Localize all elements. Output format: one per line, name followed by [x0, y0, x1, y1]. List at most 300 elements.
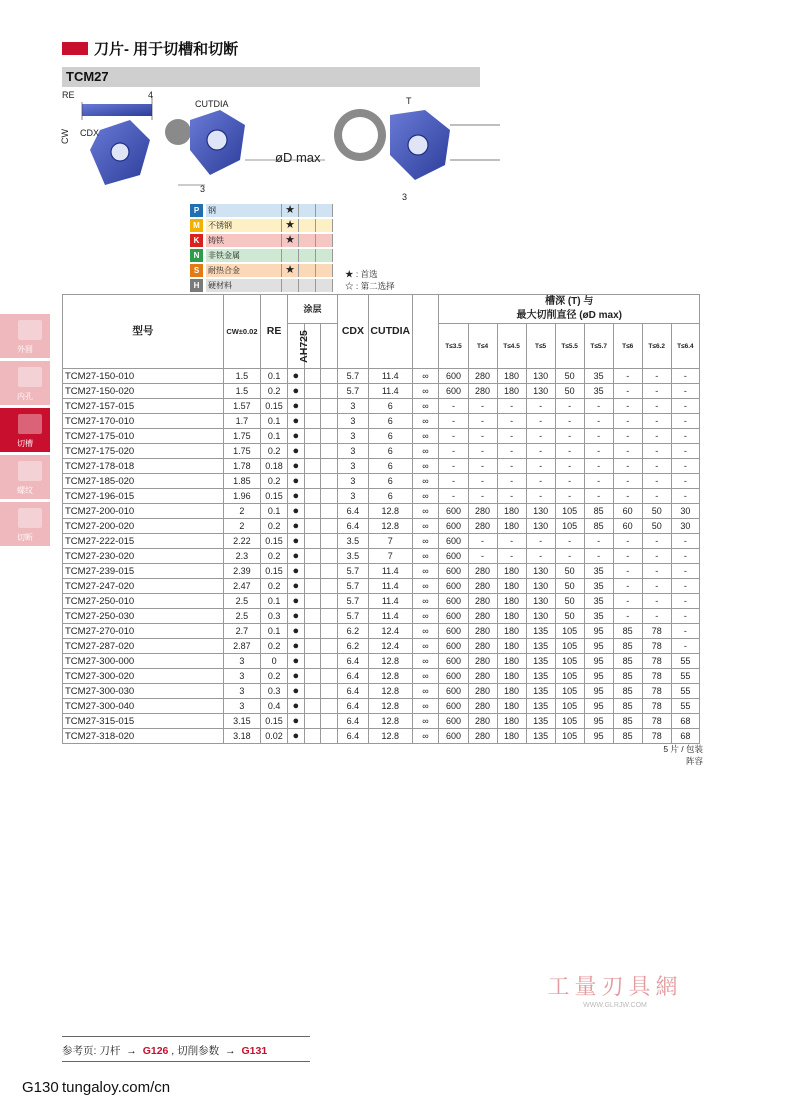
dmax-cell: 280 [468, 564, 497, 579]
dmax-cell: - [497, 549, 526, 564]
grade-availability-icon: ● [288, 519, 305, 534]
spec-cell: ∞ [412, 414, 439, 429]
dmax-cell: 50 [642, 504, 671, 519]
col-depth-5: T≤5.7 [584, 324, 613, 369]
model-cell: TCM27-185-020 [63, 474, 224, 489]
dmax-cell: 180 [497, 654, 526, 669]
dmax-cell: - [671, 534, 699, 549]
dmax-cell: - [526, 429, 555, 444]
dmax-cell: 135 [526, 699, 555, 714]
dmax-cell: 50 [555, 384, 584, 399]
spec-cell: ∞ [412, 549, 439, 564]
dmax-cell: - [526, 444, 555, 459]
spec-cell: ∞ [412, 729, 439, 744]
dmax-cell: - [468, 414, 497, 429]
empty-cell [304, 669, 321, 684]
dmax-cell: 85 [613, 639, 642, 654]
dmax-cell: 35 [584, 564, 613, 579]
model-cell: TCM27-196-015 [63, 489, 224, 504]
col-depth-2: T≤4.5 [497, 324, 526, 369]
model-cell: TCM27-178-018 [63, 459, 224, 474]
dmax-cell: 135 [526, 654, 555, 669]
col-model: 型号 [63, 295, 224, 369]
dim-3-label-b: 3 [402, 192, 408, 202]
empty-cell [304, 714, 321, 729]
spec-cell: 12.8 [368, 729, 412, 744]
dim-cdx-label: CDX [80, 128, 100, 138]
reference-line: 参考页: 刀杆 → G126 , 切削参数 → G131 [62, 1045, 268, 1057]
model-cell: TCM27-270-010 [63, 624, 224, 639]
spec-cell: 12.8 [368, 519, 412, 534]
col-depth-1: T≤4 [468, 324, 497, 369]
spec-cell: 0 [261, 654, 288, 669]
table-row [63, 729, 700, 744]
star-icon: ★ [281, 204, 299, 217]
dmax-cell: - [642, 609, 671, 624]
empty-cell [321, 444, 338, 459]
grade-availability-icon: ● [288, 654, 305, 669]
dmax-cell: 30 [671, 519, 699, 534]
dmax-cell: 105 [555, 639, 584, 654]
dmax-cell: - [584, 474, 613, 489]
dmax-cell: - [613, 609, 642, 624]
grade-availability-icon: ● [288, 594, 305, 609]
dmax-cell: 78 [642, 654, 671, 669]
dmax-cell: - [584, 489, 613, 504]
spec-cell: 3.5 [337, 549, 368, 564]
empty-cell [304, 549, 321, 564]
dmax-cell: - [468, 534, 497, 549]
col-re: RE [261, 295, 288, 369]
dmax-cell: 280 [468, 654, 497, 669]
side-tab-threading[interactable]: 螺纹 [0, 455, 50, 499]
spec-cell: 6 [368, 414, 412, 429]
spec-cell: 6.4 [337, 654, 368, 669]
spec-cell: 12.4 [368, 639, 412, 654]
dmax-cell: 50 [555, 579, 584, 594]
dmax-cell: 85 [613, 669, 642, 684]
dmax-cell: 130 [526, 564, 555, 579]
col-depth-0: T≤3.5 [439, 324, 468, 369]
dmax-cell: - [584, 549, 613, 564]
dmax-cell: 280 [468, 384, 497, 399]
star-icon [281, 279, 299, 292]
spec-cell: 12.4 [368, 624, 412, 639]
dmax-cell: 35 [584, 384, 613, 399]
dim-cutdia-label: CUTDIA [195, 99, 229, 109]
dmax-cell: 68 [671, 729, 699, 744]
empty-cell [304, 519, 321, 534]
dmax-cell: 30 [671, 504, 699, 519]
model-cell: TCM27-247-020 [63, 579, 224, 594]
divider [62, 1061, 310, 1062]
dmax-cell: 180 [497, 384, 526, 399]
dmax-cell: - [439, 399, 468, 414]
dmax-cell: 78 [642, 714, 671, 729]
dmax-cell: - [584, 534, 613, 549]
dmax-cell: 600 [439, 669, 468, 684]
dmax-cell: - [526, 534, 555, 549]
empty-cell [304, 429, 321, 444]
grade-availability-icon: ● [288, 579, 305, 594]
material-row-s [190, 263, 340, 278]
empty-cell [304, 594, 321, 609]
spec-cell: ∞ [412, 429, 439, 444]
dmax-cell: 85 [584, 504, 613, 519]
empty-cell [304, 609, 321, 624]
dmax-cell: 85 [584, 519, 613, 534]
empty-cell [304, 444, 321, 459]
model-cell: TCM27-300-000 [63, 654, 224, 669]
dmax-cell: 50 [555, 594, 584, 609]
spec-cell: 0.1 [261, 594, 288, 609]
spec-cell: 1.7 [223, 414, 260, 429]
spec-cell: 0.1 [261, 504, 288, 519]
model-cell: TCM27-300-030 [63, 684, 224, 699]
dmax-cell: 55 [671, 654, 699, 669]
dmax-cell: 280 [468, 594, 497, 609]
spec-cell: 5.7 [337, 594, 368, 609]
spec-cell: 3 [223, 684, 260, 699]
spec-cell: 6 [368, 429, 412, 444]
table-row [63, 369, 700, 384]
dmax-cell: 135 [526, 684, 555, 699]
grade-availability-icon: ● [288, 639, 305, 654]
dmax-cell: - [613, 384, 642, 399]
model-cell: TCM27-250-030 [63, 609, 224, 624]
spec-cell: ∞ [412, 399, 439, 414]
dmax-cell: - [671, 609, 699, 624]
dmax-cell: 55 [671, 699, 699, 714]
empty-cell [321, 714, 338, 729]
side-tab-external[interactable]: 外圆 [0, 314, 50, 358]
spec-cell: ∞ [412, 384, 439, 399]
dmax-cell: - [526, 549, 555, 564]
dmax-cell: - [613, 489, 642, 504]
table-row [63, 684, 700, 699]
model-cell: TCM27-170-010 [63, 414, 224, 429]
dmax-cell: 78 [642, 699, 671, 714]
empty-cell [321, 549, 338, 564]
table-row [63, 384, 700, 399]
spec-cell: 0.15 [261, 714, 288, 729]
dim-dmax-label: øD max [275, 150, 321, 165]
dmax-cell: 180 [497, 579, 526, 594]
side-tab-parting[interactable]: 切断 [0, 502, 50, 546]
col-coating: 涂层 [288, 295, 338, 324]
spec-cell: 0.2 [261, 579, 288, 594]
grade-availability-icon: ● [288, 474, 305, 489]
dmax-cell: - [555, 474, 584, 489]
empty-cell [321, 699, 338, 714]
model-cell: TCM27-200-020 [63, 519, 224, 534]
dmax-cell: 280 [468, 729, 497, 744]
table-row [63, 504, 700, 519]
dmax-cell: - [671, 474, 699, 489]
spec-cell: 11.4 [368, 579, 412, 594]
model-cell: TCM27-150-010 [63, 369, 224, 384]
website-link[interactable]: tungaloy.com/cn [62, 1079, 171, 1096]
dim-re-label: RE [62, 90, 75, 100]
spec-cell: 1.5 [223, 369, 260, 384]
spec-cell: 3.15 [223, 714, 260, 729]
legend-first-choice: ★ : 首选 [345, 269, 378, 279]
empty-cell [321, 504, 338, 519]
spec-cell: 3 [223, 654, 260, 669]
external-turning-icon [18, 320, 42, 340]
material-name: 钢 [206, 204, 281, 217]
spec-cell: ∞ [412, 639, 439, 654]
divider [62, 1036, 310, 1037]
material-name: 耐热合金 [206, 264, 281, 277]
dmax-cell: - [555, 414, 584, 429]
parting-icon [18, 508, 42, 528]
spec-cell: 0.2 [261, 639, 288, 654]
dmax-cell: 135 [526, 639, 555, 654]
boring-icon [18, 367, 42, 387]
insert-spec-table [62, 294, 700, 744]
dmax-cell: 78 [642, 684, 671, 699]
table-row [63, 474, 700, 489]
dmax-cell: - [671, 444, 699, 459]
spec-cell: 6.4 [337, 669, 368, 684]
empty-cell [304, 654, 321, 669]
dmax-cell: 600 [439, 729, 468, 744]
col-cw: CW±0.02 [223, 295, 260, 369]
material-name: 非铁金属 [206, 249, 281, 262]
material-legend [190, 203, 340, 293]
col-cdx: CDX [337, 295, 368, 369]
dmax-cell: - [526, 414, 555, 429]
dmax-cell: - [439, 474, 468, 489]
dmax-cell: - [671, 594, 699, 609]
ref-link-g131[interactable]: G131 [241, 1045, 268, 1057]
dmax-cell: - [613, 549, 642, 564]
empty-cell [304, 489, 321, 504]
empty-cell [321, 729, 338, 744]
empty-cell [321, 429, 338, 444]
dim-3-label-a: 3 [200, 184, 206, 194]
dmax-cell: - [497, 429, 526, 444]
empty-cell [321, 459, 338, 474]
spec-cell: 1.75 [223, 429, 260, 444]
empty-cell [321, 639, 338, 654]
grade-availability-icon: ● [288, 729, 305, 744]
dmax-cell: 600 [439, 504, 468, 519]
grade-availability-icon: ● [288, 489, 305, 504]
dmax-cell: - [497, 459, 526, 474]
spec-cell: 6.4 [337, 699, 368, 714]
model-cell: TCM27-150-020 [63, 384, 224, 399]
dmax-cell: 95 [584, 654, 613, 669]
dmax-cell: 35 [584, 609, 613, 624]
spec-cell: 1.57 [223, 399, 260, 414]
spec-cell: 5.7 [337, 384, 368, 399]
dmax-cell: 600 [439, 594, 468, 609]
grade-availability-icon: ● [288, 669, 305, 684]
side-tab-internal[interactable]: 内孔 [0, 361, 50, 405]
spec-cell: 0.18 [261, 459, 288, 474]
dmax-cell: 85 [613, 624, 642, 639]
model-cell: TCM27-239-015 [63, 564, 224, 579]
dmax-cell: - [555, 549, 584, 564]
spec-cell: ∞ [412, 459, 439, 474]
dmax-cell: - [642, 414, 671, 429]
dmax-cell: - [671, 489, 699, 504]
spec-cell: 6.4 [337, 504, 368, 519]
spec-cell: 11.4 [368, 609, 412, 624]
dmax-cell: 105 [555, 699, 584, 714]
dmax-cell: 130 [526, 369, 555, 384]
spec-cell: ∞ [412, 699, 439, 714]
spec-cell: 1.85 [223, 474, 260, 489]
grade-availability-icon: ● [288, 384, 305, 399]
spec-cell: 0.2 [261, 519, 288, 534]
dmax-cell: - [671, 459, 699, 474]
grade-availability-icon: ● [288, 714, 305, 729]
table-row [63, 639, 700, 654]
insert-diagram [60, 90, 500, 215]
dmax-cell: 280 [468, 579, 497, 594]
spec-cell: ∞ [412, 669, 439, 684]
dmax-cell: - [671, 369, 699, 384]
spec-cell: 2 [223, 504, 260, 519]
grooving-icon [18, 414, 42, 434]
spec-cell: 3 [337, 444, 368, 459]
empty-cell [321, 414, 338, 429]
dmax-cell: - [497, 474, 526, 489]
dmax-cell: - [439, 459, 468, 474]
spec-cell: ∞ [412, 534, 439, 549]
spec-cell: 0.2 [261, 669, 288, 684]
empty-cell [321, 384, 338, 399]
dmax-cell: 180 [497, 669, 526, 684]
empty-cell [304, 639, 321, 654]
spec-cell: ∞ [412, 654, 439, 669]
watermark: 工量刃具網 WWW.GLRJW.COM [547, 974, 683, 1009]
dmax-cell: 280 [468, 639, 497, 654]
dmax-cell: 280 [468, 624, 497, 639]
dmax-cell: - [642, 594, 671, 609]
col-depth-3: T≤5 [526, 324, 555, 369]
table-row [63, 399, 700, 414]
empty-cell [304, 414, 321, 429]
model-cell: TCM27-200-010 [63, 504, 224, 519]
empty-cell [304, 504, 321, 519]
spec-cell: 11.4 [368, 369, 412, 384]
spec-cell: ∞ [412, 624, 439, 639]
spec-cell: ∞ [412, 609, 439, 624]
spec-cell: 0.1 [261, 429, 288, 444]
grade-availability-icon: ● [288, 444, 305, 459]
dmax-cell: - [642, 534, 671, 549]
spec-cell: 0.15 [261, 564, 288, 579]
spec-cell: 6 [368, 444, 412, 459]
table-row [63, 549, 700, 564]
dim-4-label: 4 [148, 90, 154, 100]
spec-cell: 0.2 [261, 384, 288, 399]
dmax-cell: 55 [671, 684, 699, 699]
dmax-cell: 180 [497, 729, 526, 744]
star-icon: ★ [281, 264, 299, 277]
dmax-cell: - [468, 549, 497, 564]
dmax-cell: - [671, 429, 699, 444]
spec-cell: 6 [368, 489, 412, 504]
spec-cell: 2.87 [223, 639, 260, 654]
dmax-cell: 95 [584, 669, 613, 684]
dmax-cell: - [526, 399, 555, 414]
dmax-cell: 280 [468, 669, 497, 684]
grade-availability-icon: ● [288, 399, 305, 414]
model-cell: TCM27-175-010 [63, 429, 224, 444]
spec-cell: 12.8 [368, 714, 412, 729]
spec-cell: 3.5 [337, 534, 368, 549]
dmax-cell: - [584, 444, 613, 459]
dmax-cell: - [671, 579, 699, 594]
spec-cell: 11.4 [368, 564, 412, 579]
dmax-cell: - [642, 579, 671, 594]
dmax-cell: - [497, 444, 526, 459]
dmax-cell: - [584, 399, 613, 414]
spec-cell: 0.2 [261, 444, 288, 459]
empty-cell [321, 579, 338, 594]
dmax-cell: 105 [555, 684, 584, 699]
spec-cell: 1.96 [223, 489, 260, 504]
dmax-cell: 600 [439, 579, 468, 594]
dmax-cell: 85 [613, 729, 642, 744]
col-depth-7: T≤6.2 [642, 324, 671, 369]
dmax-cell: 180 [497, 684, 526, 699]
dmax-cell: 600 [439, 624, 468, 639]
table-row [63, 609, 700, 624]
spec-cell: 3 [223, 669, 260, 684]
dmax-cell: 78 [642, 669, 671, 684]
side-tab-grooving[interactable]: 切槽 [0, 408, 50, 452]
dmax-cell: - [468, 429, 497, 444]
ref-link-g126[interactable]: G126 [142, 1045, 169, 1057]
dmax-cell: - [642, 489, 671, 504]
material-row-n [190, 248, 340, 263]
empty-cell [304, 474, 321, 489]
dmax-cell: 600 [439, 639, 468, 654]
spec-cell: ∞ [412, 579, 439, 594]
dmax-cell: 105 [555, 714, 584, 729]
dmax-cell: - [584, 414, 613, 429]
spec-cell: ∞ [412, 519, 439, 534]
dmax-cell: - [613, 534, 642, 549]
dmax-cell: 130 [526, 504, 555, 519]
dmax-cell: - [671, 414, 699, 429]
spec-cell: 6.4 [337, 684, 368, 699]
empty-cell [304, 399, 321, 414]
material-code: H [190, 279, 203, 292]
spec-cell: 0.02 [261, 729, 288, 744]
grade-availability-icon: ● [288, 459, 305, 474]
material-code: N [190, 249, 203, 262]
spec-cell: 12.8 [368, 684, 412, 699]
dmax-cell: - [555, 534, 584, 549]
spec-cell: 0.3 [261, 684, 288, 699]
dmax-cell: - [555, 399, 584, 414]
empty-cell [304, 384, 321, 399]
dmax-cell: 280 [468, 609, 497, 624]
dmax-cell: 180 [497, 714, 526, 729]
dmax-cell: 180 [497, 699, 526, 714]
spec-cell: 5.7 [337, 579, 368, 594]
table-row [63, 669, 700, 684]
spec-cell: 0.15 [261, 534, 288, 549]
spec-cell: 3 [337, 474, 368, 489]
